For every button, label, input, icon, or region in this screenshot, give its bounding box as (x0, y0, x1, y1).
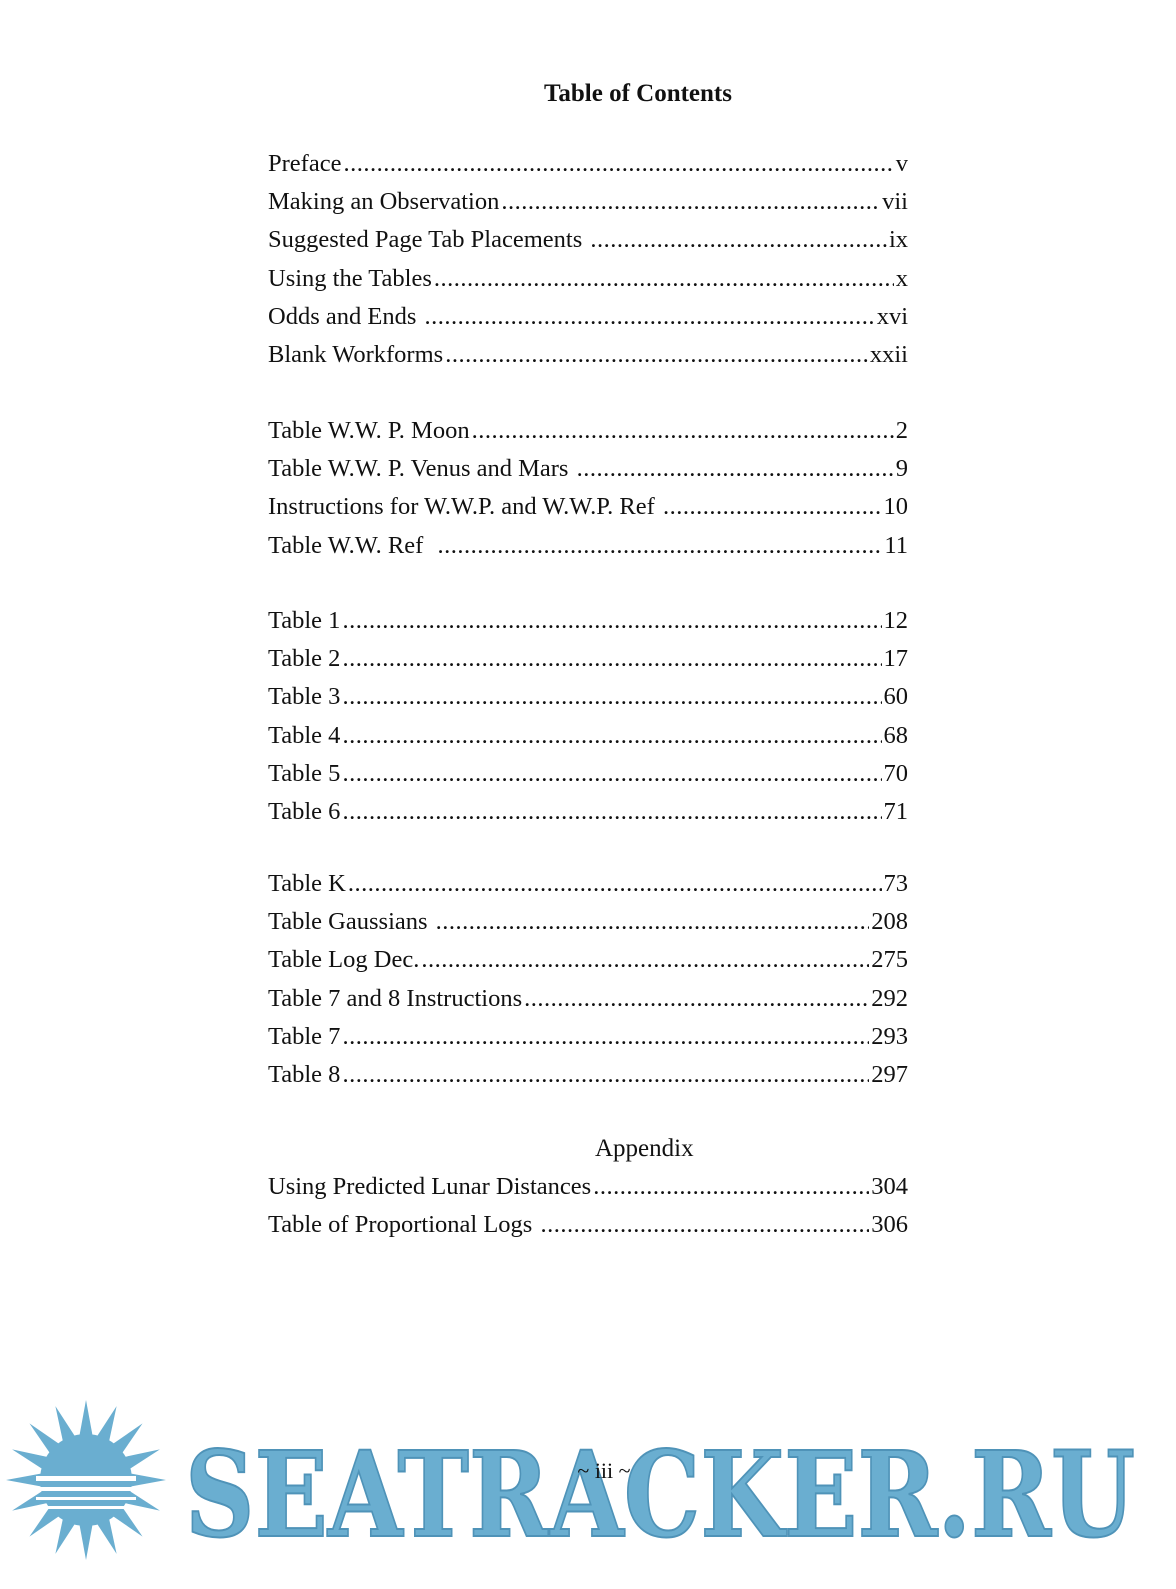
toc-entry-label: Table 4 (268, 721, 341, 749)
toc-entry (268, 602, 908, 640)
leader-dots (577, 450, 894, 488)
leader-dots (342, 602, 881, 640)
leader-dots (438, 527, 883, 565)
toc-entry (268, 1206, 908, 1244)
toc-entry-label: Table 1 (268, 607, 341, 634)
leader-dots (540, 1206, 869, 1244)
toc-entry (268, 183, 908, 221)
toc-entry-page: 17 (883, 645, 908, 673)
page-number: ~ iii ~ (577, 1458, 631, 1483)
leader-dots (472, 412, 894, 450)
toc-entry-label: Table W.W. P. Moon (268, 417, 470, 444)
toc-entry (268, 1168, 908, 1206)
page-title: Table of Contents (544, 80, 732, 107)
toc-entry-label: Using Predicted Lunar Distances (268, 1173, 592, 1200)
toc-entry (268, 221, 908, 259)
leader-dots (593, 1168, 869, 1206)
watermark-logo (0, 1398, 1176, 1578)
toc-appendix (268, 1168, 908, 1244)
leader-dots (663, 488, 882, 526)
toc-entry-page: 70 (883, 759, 908, 787)
toc-section-3 (268, 602, 908, 831)
toc-entry (268, 488, 908, 526)
toc-entry-page: 2 (895, 417, 908, 444)
toc-entry-page: vii (882, 188, 908, 216)
toc-entry-label: Preface (268, 150, 342, 177)
toc-entry-label: Table 6 (268, 797, 341, 825)
toc-entry-label: Table 2 (268, 645, 341, 673)
toc-entry-page: v (895, 150, 908, 177)
toc-entry-page: 304 (871, 1173, 908, 1200)
toc-entry-page: x (895, 264, 908, 292)
leader-dots (590, 221, 887, 259)
toc-entry-page: xvi (876, 302, 908, 330)
toc-entry (268, 941, 908, 979)
toc-entry-label: Using the Tables (268, 264, 432, 292)
toc-entry-page: 10 (883, 493, 908, 521)
leader-dots (342, 678, 881, 716)
leader-dots (434, 260, 894, 298)
toc-entry-label: Table 8 (268, 1060, 341, 1088)
toc-entry-label: Odds and Ends (268, 302, 423, 330)
leader-dots (421, 941, 869, 979)
toc-entry-page: 275 (871, 946, 908, 974)
toc-entry-label: Table W.W. Ref (268, 531, 436, 559)
leader-dots (501, 183, 880, 221)
leader-dots (342, 755, 881, 793)
toc-entry-page: 12 (883, 607, 908, 634)
leader-dots (342, 793, 881, 831)
toc-entry (268, 145, 908, 183)
toc-entry-label: Table K (268, 870, 346, 897)
leader-dots (445, 336, 868, 374)
leader-dots (436, 903, 870, 941)
toc-entry (268, 903, 908, 941)
toc-entry-label: Table Gaussians (268, 908, 434, 936)
toc-entry (268, 336, 908, 374)
toc-entry-page: 9 (895, 455, 908, 483)
toc-entry (268, 412, 908, 450)
toc-entry-page: 306 (871, 1211, 908, 1239)
toc-entry-label: Making an Observation (268, 188, 500, 216)
toc-entry-label: Blank Workforms (268, 340, 444, 368)
leader-dots (342, 1056, 869, 1094)
toc-entry (268, 865, 908, 903)
leader-dots (342, 1018, 869, 1056)
toc-entry-label: Table Log Dec. (268, 946, 420, 974)
toc-entry (268, 640, 908, 678)
toc-entry-page: 293 (871, 1022, 908, 1050)
leader-dots (342, 640, 881, 678)
toc-entry-label: Table 5 (268, 759, 341, 787)
toc-entry (268, 717, 908, 755)
toc-entry (268, 1018, 908, 1056)
appendix-heading: Appendix (595, 1135, 694, 1162)
toc-entry-label: Table of Proportional Logs (268, 1211, 539, 1239)
toc-entry-label: Table 3 (268, 683, 341, 711)
toc-entry-page: 73 (883, 870, 908, 897)
toc-entry (268, 298, 908, 336)
leader-dots (524, 980, 869, 1018)
toc-entry-label: Table 7 and 8 Instructions (268, 984, 523, 1012)
toc-entry (268, 527, 908, 565)
toc-entry-page: 71 (883, 797, 908, 825)
watermark-text: SEATRACKER.RU (185, 1425, 1135, 1564)
toc-section-4 (268, 865, 908, 1094)
leader-dots (348, 865, 882, 903)
toc-entry-page: ix (888, 226, 908, 254)
toc-entry (268, 980, 908, 1018)
leader-dots (424, 298, 874, 336)
toc-entry-label: Instructions for W.W.P. and W.W.P. Ref (268, 493, 661, 521)
toc-entry-label: Suggested Page Tab Placements (268, 226, 589, 254)
toc-section-1 (268, 145, 908, 374)
leader-dots (343, 145, 893, 183)
toc-entry-page: 11 (884, 531, 908, 559)
toc-entry (268, 755, 908, 793)
toc-entry-label: Table W.W. P. Venus and Mars (268, 455, 575, 483)
leader-dots (342, 717, 881, 755)
toc-entry-page: 297 (871, 1060, 908, 1088)
toc-entry-page: xxii (869, 340, 908, 368)
toc-entry-label: Table 7 (268, 1022, 341, 1050)
toc-section-2 (268, 412, 908, 565)
toc-entry-page: 60 (883, 683, 908, 711)
toc-entry-page: 292 (871, 984, 908, 1012)
toc-entry (268, 678, 908, 716)
toc-entry-page: 208 (871, 908, 908, 936)
toc-entry (268, 793, 908, 831)
toc-entry (268, 450, 908, 488)
toc-entry (268, 260, 908, 298)
toc-entry-page: 68 (883, 721, 908, 749)
toc-entry (268, 1056, 908, 1094)
